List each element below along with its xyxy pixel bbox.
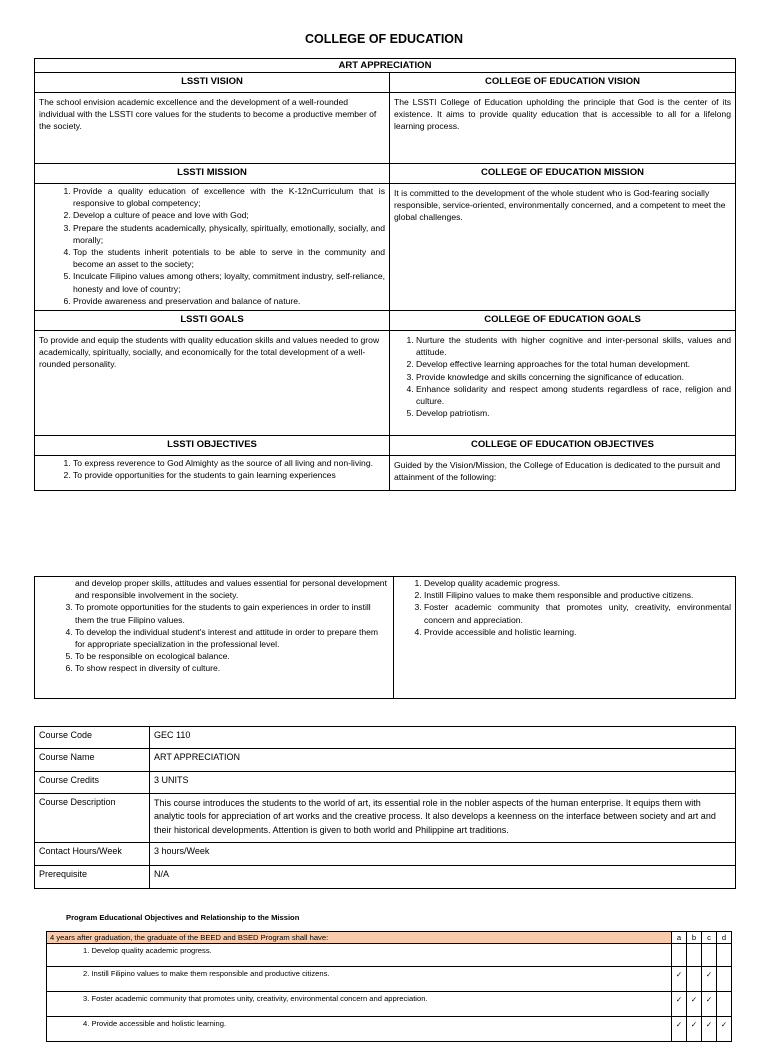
coe-mission-text: It is committed to the development of the whole student who is God-fearing socially responsible, service-oriented, environmentally concerned, and a competent to meet the global challenges.: [390, 184, 736, 311]
column-b-header: b: [687, 932, 702, 944]
list-item: 5. Develop patriotism.: [416, 407, 731, 419]
check-cell: [687, 944, 702, 967]
table-row: [47, 1017, 732, 1042]
list-item: 3. Provide knowledge and skills concerning the significance of education.: [416, 371, 731, 383]
list-item: 5. Inculcate Filipino values among others; loyalty, commitment industry, self-reliance, honesty and love of country;: [73, 270, 385, 294]
list-item: 3. Foster academic community that promotes unity, creativity, environmental concern and appreciation.: [424, 601, 731, 625]
course-code-label: Course Code: [35, 727, 150, 749]
course-info-table: [34, 726, 736, 889]
list-item: 6. To show respect in diversity of culture.: [75, 662, 389, 674]
table-row: [35, 749, 736, 772]
coe-objectives-text: Guided by the Vision/Mission, the College of Education is dedicated to the pursuit and attainment of the following:: [390, 456, 736, 491]
list-item: 2. Develop a culture of peace and love with God;: [73, 209, 385, 221]
list-item: 5. To be responsible on ecological balance.: [75, 650, 389, 662]
table-row: [47, 932, 732, 944]
list-item: 1. Provide a quality education of excellence with the K-12nCurriculum that is responsive to global competency;: [73, 185, 385, 209]
coe-objectives-list: [394, 577, 736, 699]
table-row: [47, 992, 732, 1017]
coe-vision-text: The LSSTI College of Education upholding the principle that God is the center of its existence. It aims to provide quality education that is accessible to all for a lifelong learning process.: [390, 93, 736, 164]
course-description-value: This course introduces the students to the world of art, its essential role in the nobler aspects of the human enterprise. It equips them with analytic tools for appreciation of art works and the creative process. It also develops a keenness on the interface between society and art and their historical developments. Attention is given to both world and Philippine art traditions.: [150, 794, 736, 843]
check-cell: ✓: [672, 992, 687, 1017]
lssti-mission-header: LSSTI MISSION: [35, 164, 390, 184]
table-row: [47, 967, 732, 992]
check-cell: [717, 992, 732, 1017]
peo-row-text: 1. Develop quality academic progress.: [47, 944, 672, 967]
check-cell: ✓: [702, 1017, 717, 1042]
column-c-header: c: [702, 932, 717, 944]
list-item: 3. To promote opportunities for the students to gain experiences in order to instill them the true Filipino values.: [75, 601, 389, 625]
table-row: [35, 794, 736, 843]
table-row: [35, 843, 736, 866]
table-row: [47, 944, 732, 967]
peo-table: [46, 931, 732, 1042]
list-item: 4. To develop the individual student's interest and attitude in order to prepare them for appropriate specialization in the professional level.: [75, 626, 389, 650]
course-credits-label: Course Credits: [35, 772, 150, 794]
column-d-header: d: [717, 932, 732, 944]
check-cell: [672, 944, 687, 967]
list-item: 2. Develop effective learning approaches for the total human development.: [416, 358, 731, 370]
course-code-value: GEC 110: [150, 727, 736, 749]
table-row: [35, 772, 736, 794]
course-description-label: Course Description: [35, 794, 150, 843]
list-item: 1. Develop quality academic progress.: [424, 577, 731, 589]
check-cell: [687, 967, 702, 992]
check-cell: [702, 944, 717, 967]
peo-heading: Program Educational Objectives and Relationship to the Mission: [66, 913, 300, 922]
coe-goals-list: [390, 331, 736, 436]
course-name-value: ART APPRECIATION: [150, 749, 736, 772]
course-banner: ART APPRECIATION: [35, 59, 736, 73]
course-name-label: Course Name: [35, 749, 150, 772]
lssti-mission-list: [35, 184, 390, 311]
contact-hours-value: 3 hours/Week: [150, 843, 736, 866]
lssti-objectives-header: LSSTI OBJECTIVES: [35, 436, 390, 456]
lssti-vision-header: LSSTI VISION: [35, 73, 390, 93]
lssti-objectives-list: [35, 456, 390, 491]
list-item: 1. To express reverence to God Almighty as the source of all living and non-living.: [73, 457, 385, 469]
check-cell: ✓: [672, 967, 687, 992]
check-cell: [717, 944, 732, 967]
prerequisite-label: Prerequisite: [35, 866, 150, 889]
coe-mission-header: COLLEGE OF EDUCATION MISSION: [390, 164, 736, 184]
list-item: 4. Enhance solidarity and respect among students regardless of race, religion and culture.: [416, 383, 731, 407]
coe-goals-header: COLLEGE OF EDUCATION GOALS: [390, 311, 736, 331]
check-cell: ✓: [702, 992, 717, 1017]
check-cell: ✓: [687, 992, 702, 1017]
contact-hours-label: Contact Hours/Week: [35, 843, 150, 866]
prerequisite-value: N/A: [150, 866, 736, 889]
check-cell: ✓: [672, 1017, 687, 1042]
peo-row-text: 4. Provide accessible and holistic learning.: [47, 1017, 672, 1042]
objectives-continuation-table: [34, 576, 736, 699]
continued-text: and develop proper skills, attitudes and values essential for personal development and responsible involvement in the society.: [75, 578, 387, 601]
vision-mission-table: [34, 58, 736, 491]
column-a-header: a: [672, 932, 687, 944]
list-item: 4. Top the students inherit potentials to be able to serve in the community and become an asset to the society;: [73, 246, 385, 270]
table-row: [35, 866, 736, 889]
check-cell: [717, 967, 732, 992]
peo-header-text: 4 years after graduation, the graduate of the BEED and BSED Program shall have:: [47, 932, 672, 944]
list-item: 4. Provide accessible and holistic learning.: [424, 626, 731, 638]
check-cell: ✓: [687, 1017, 702, 1042]
list-item: 6. Provide awareness and preservation and balance of nature.: [73, 295, 385, 307]
peo-row-text: 3. Foster academic community that promotes unity, creativity, environmental concern and appreciation.: [47, 992, 672, 1017]
course-credits-value: 3 UNITS: [150, 772, 736, 794]
check-cell: ✓: [702, 967, 717, 992]
lssti-vision-text: The school envision academic excellence and the development of a well-rounded individual with the LSSTI core values for the students to become a productive member of the society.: [35, 93, 390, 164]
check-cell: ✓: [717, 1017, 732, 1042]
list-item: 2. To provide opportunities for the students to gain learning experiences: [73, 469, 385, 481]
list-item: 3. Prepare the students academically, physically, spiritually, emotionally, socially, and morally;: [73, 222, 385, 246]
table-row: [35, 727, 736, 749]
lssti-objectives-continued: [35, 577, 394, 699]
list-item: 2. Instill Filipino values to make them responsible and productive citizens.: [424, 589, 731, 601]
page-title: COLLEGE OF EDUCATION: [304, 32, 464, 46]
coe-objectives-header: COLLEGE OF EDUCATION OBJECTIVES: [390, 436, 736, 456]
lssti-goals-text: To provide and equip the students with quality education skills and values needed to grow academically, spiritually, socially, and economically for the total development of a well-rounded personality.: [35, 331, 390, 436]
list-item: 1. Nurture the students with higher cognitive and inter-personal skills, values and attitude.: [416, 334, 731, 358]
lssti-goals-header: LSSTI GOALS: [35, 311, 390, 331]
coe-vision-header: COLLEGE OF EDUCATION VISION: [390, 73, 736, 93]
peo-row-text: 2. Instill Filipino values to make them responsible and productive citizens.: [47, 967, 672, 992]
